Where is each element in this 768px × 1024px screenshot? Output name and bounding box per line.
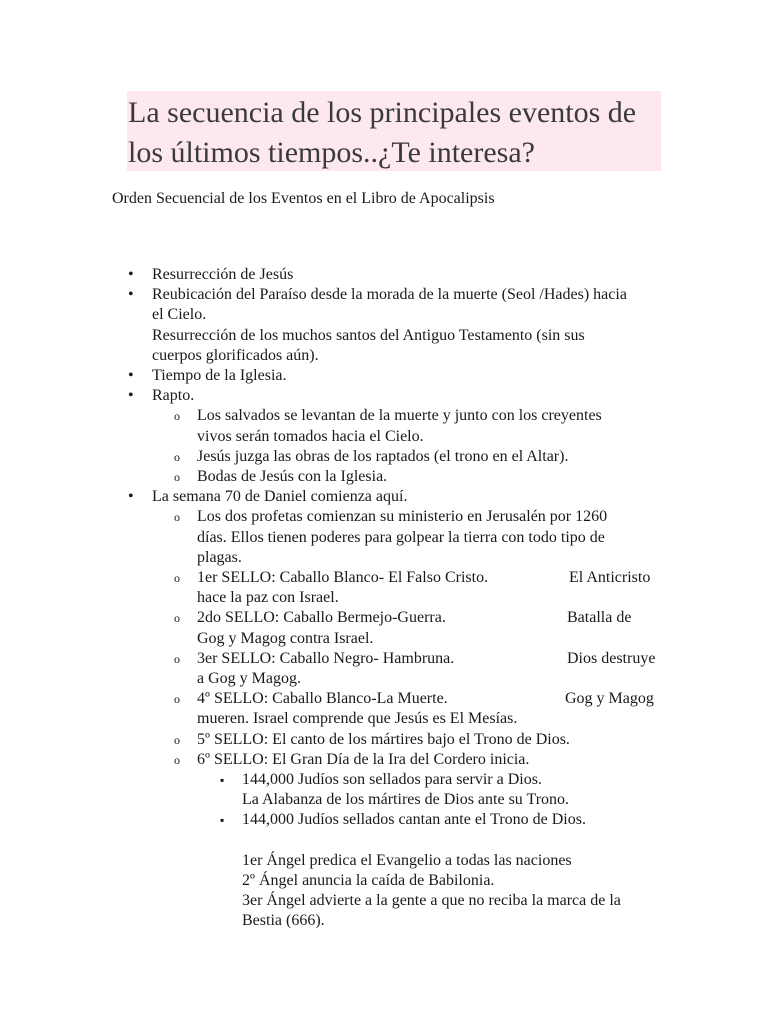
sub-sub-list-item — [0, 770, 768, 790]
item-text: 2º Ángel anuncia la caída de Babilonia. — [242, 871, 495, 889]
item-continuation — [0, 669, 768, 689]
item-continuation — [0, 871, 768, 891]
bullet-icon: • — [128, 488, 134, 506]
item-text: 3er SELLO: Caballo Negro- Hambruna. — [197, 649, 455, 667]
circle-bullet-icon: o — [174, 752, 180, 767]
item-text: Rapto. — [152, 387, 195, 405]
item-text: Resurrección de Jesús — [152, 266, 294, 283]
sub-sub-list-item — [0, 810, 768, 830]
sub-list-item — [0, 608, 768, 628]
item-text: cuerpos glorificados aún). — [152, 346, 319, 364]
item-text-right: Dios destruye — [567, 649, 656, 667]
item-continuation — [0, 629, 768, 649]
item-text: vivos serán tomados hacia el Cielo. — [197, 427, 424, 445]
event-list — [0, 265, 768, 932]
list-item — [0, 366, 768, 386]
item-text: mueren. Israel comprende que Jesús es El Mesías. — [197, 710, 518, 728]
item-text-right: El Anticristo — [569, 569, 651, 587]
item-text: 1er SELLO: Caballo Blanco- El Falso Cristo. — [197, 569, 489, 587]
item-continuation — [0, 305, 768, 325]
circle-bullet-icon: o — [174, 470, 180, 485]
square-bullet-icon: ▪ — [220, 773, 225, 788]
item-text: a Gog y Magog. — [197, 670, 301, 688]
bullet-icon: • — [128, 286, 134, 304]
sub-list-item — [0, 568, 768, 588]
item-continuation — [0, 346, 768, 366]
item-text: 6º SELLO: El Gran Día de la Ira del Cordero inicia. — [197, 750, 530, 768]
circle-bullet-icon: o — [174, 692, 180, 707]
list-item — [0, 285, 768, 305]
item-continuation — [0, 548, 768, 568]
sub-list-item — [0, 689, 768, 709]
sub-list-item — [0, 730, 768, 750]
item-text-right: Batalla de — [567, 609, 632, 627]
item-text: Bestia (666). — [242, 912, 325, 930]
item-text-right: Gog y Magog — [565, 690, 654, 708]
bullet-icon: • — [128, 387, 134, 405]
page-subtitle: Orden Secuencial de los Eventos en el Libro de Apocalipsis — [112, 190, 495, 207]
sub-list-item — [0, 467, 768, 487]
circle-bullet-icon: o — [174, 611, 180, 626]
list-item — [0, 386, 768, 406]
item-text: La semana 70 de Daniel comienza aquí. — [152, 488, 408, 506]
item-text: Tiempo de la Iglesia. — [152, 367, 287, 385]
item-text: Resurrección de los muchos santos del Antiguo Testamento (sin sus — [152, 326, 585, 344]
item-continuation — [0, 911, 768, 931]
sub-list-item — [0, 507, 768, 527]
item-continuation — [0, 588, 768, 608]
item-text: Gog y Magog contra Israel. — [197, 629, 374, 647]
sub-list-item — [0, 649, 768, 669]
bullet-icon: • — [128, 367, 134, 385]
sub-list-item — [0, 406, 768, 426]
item-text: Los salvados se levantan de la muerte y junto con los creyentes — [197, 407, 602, 425]
item-text: 5º SELLO: El canto de los mártires bajo el Trono de Dios. — [197, 730, 570, 748]
item-text: Jesús juzga las obras de los raptados (el trono en el Altar). — [197, 447, 569, 465]
item-text: Reubicación del Paraíso desde la morada de la muerte (Seol /Hades) hacia — [152, 286, 627, 304]
sub-list-item — [0, 447, 768, 467]
item-continuation — [0, 891, 768, 911]
circle-bullet-icon: o — [174, 409, 180, 424]
item-text: Bodas de Jesús con la Iglesia. — [197, 468, 388, 486]
list-item — [0, 487, 768, 507]
item-continuation — [0, 427, 768, 447]
blank-line — [0, 831, 768, 851]
item-text: plagas. — [197, 548, 242, 566]
sub-list-item — [0, 750, 768, 770]
item-text: 4º SELLO: Caballo Blanco-La Muerte. — [197, 690, 448, 708]
square-bullet-icon: ▪ — [220, 813, 225, 828]
page-title: La secuencia de los principales eventos de los últimos tiempos..¿Te interesa? — [128, 96, 637, 169]
item-text: La Alabanza de los mártires de Dios ante su Trono. — [242, 791, 570, 809]
item-text: 3er Ángel advierte a la gente a que no reciba la marca de la — [242, 892, 621, 910]
item-text: días. Ellos tienen poderes para golpear la tierra con todo tipo de — [197, 528, 605, 546]
list-item — [0, 265, 768, 285]
item-continuation — [0, 326, 768, 346]
circle-bullet-icon: o — [174, 571, 180, 586]
item-continuation — [0, 709, 768, 729]
item-text: hace la paz con Israel. — [197, 589, 339, 607]
item-continuation — [0, 528, 768, 548]
item-text: Los dos profetas comienzan su ministerio en Jerusalén por 1260 — [197, 508, 608, 526]
item-text: 144,000 Judíos sellados cantan ante el Trono de Dios. — [242, 811, 586, 829]
item-text: 144,000 Judíos son sellados para servir a Dios. — [242, 771, 542, 789]
item-text: el Cielo. — [152, 306, 207, 324]
item-text: 2do SELLO: Caballo Bermejo-Guerra. — [197, 609, 446, 627]
item-continuation — [0, 790, 768, 810]
item-continuation — [0, 851, 768, 871]
circle-bullet-icon: o — [174, 732, 180, 747]
bullet-icon: • — [128, 266, 134, 283]
item-text: 1er Ángel predica el Evangelio a todas las naciones — [242, 851, 572, 869]
circle-bullet-icon: o — [174, 510, 180, 525]
circle-bullet-icon: o — [174, 449, 180, 464]
circle-bullet-icon: o — [174, 651, 180, 666]
